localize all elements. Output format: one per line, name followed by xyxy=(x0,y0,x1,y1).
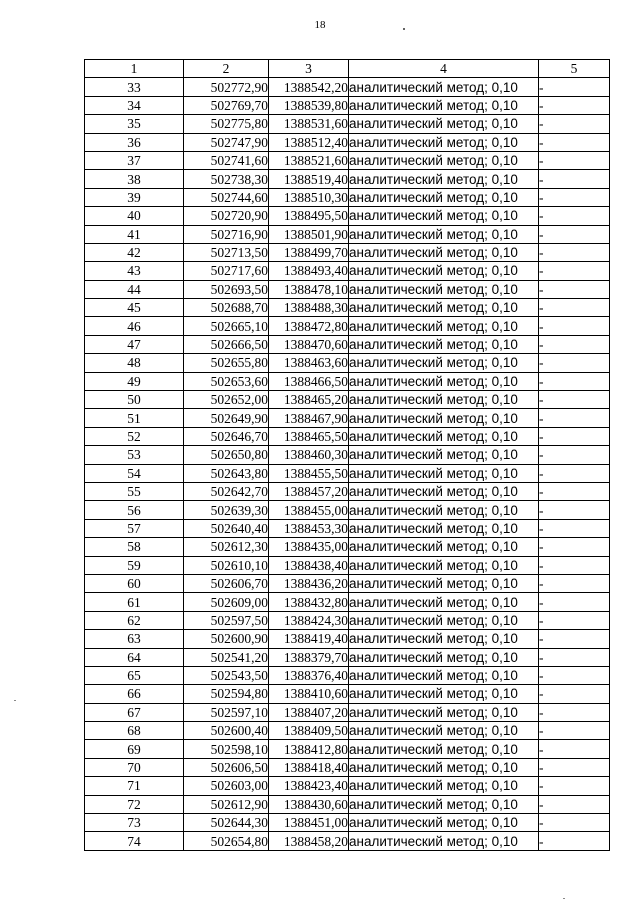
note-cell: - xyxy=(539,593,610,611)
method-accuracy-cell: аналитический метод; 0,10 xyxy=(349,593,539,611)
x-coordinate-cell: 502738,30 xyxy=(184,170,269,188)
point-number-cell: 74 xyxy=(85,832,184,850)
point-number-cell: 63 xyxy=(85,630,184,648)
method-accuracy-cell: аналитический метод; 0,10 xyxy=(349,188,539,206)
point-number-cell: 43 xyxy=(85,262,184,280)
x-coordinate-cell: 502598,10 xyxy=(184,740,269,758)
point-number-cell: 65 xyxy=(85,666,184,684)
point-number-cell: 73 xyxy=(85,814,184,832)
y-coordinate-cell: 1388519,40 xyxy=(269,170,349,188)
y-coordinate-cell: 1388412,80 xyxy=(269,740,349,758)
method-accuracy-cell: аналитический метод; 0,10 xyxy=(349,464,539,482)
x-coordinate-cell: 502655,80 xyxy=(184,354,269,372)
y-coordinate-cell: 1388436,20 xyxy=(269,574,349,592)
note-cell: - xyxy=(539,703,610,721)
x-coordinate-cell: 502606,70 xyxy=(184,574,269,592)
y-coordinate-cell: 1388455,00 xyxy=(269,501,349,519)
x-coordinate-cell: 502612,30 xyxy=(184,538,269,556)
method-accuracy-cell: аналитический метод; 0,10 xyxy=(349,78,539,96)
method-accuracy-cell: аналитический метод; 0,10 xyxy=(349,630,539,648)
method-accuracy-cell: аналитический метод; 0,10 xyxy=(349,795,539,813)
y-coordinate-cell: 1388512,40 xyxy=(269,133,349,151)
table-row xyxy=(85,574,610,592)
x-coordinate-cell: 502642,70 xyxy=(184,482,269,500)
y-coordinate-cell: 1388451,00 xyxy=(269,814,349,832)
y-coordinate-cell: 1388501,90 xyxy=(269,225,349,243)
method-accuracy-cell: аналитический метод; 0,10 xyxy=(349,501,539,519)
note-cell: - xyxy=(539,482,610,500)
point-number-cell: 67 xyxy=(85,703,184,721)
x-coordinate-cell: 502600,90 xyxy=(184,630,269,648)
table-row xyxy=(85,685,610,703)
y-coordinate-cell: 1388466,50 xyxy=(269,372,349,390)
point-number-cell: 66 xyxy=(85,685,184,703)
y-coordinate-cell: 1388435,00 xyxy=(269,538,349,556)
table-row xyxy=(85,777,610,795)
point-number-cell: 41 xyxy=(85,225,184,243)
note-cell: - xyxy=(539,299,610,317)
table-row xyxy=(85,409,610,427)
header-cell: 2 xyxy=(184,60,269,78)
point-number-cell: 64 xyxy=(85,648,184,666)
method-accuracy-cell: аналитический метод; 0,10 xyxy=(349,280,539,298)
note-cell: - xyxy=(539,556,610,574)
method-accuracy-cell: аналитический метод; 0,10 xyxy=(349,538,539,556)
coordinates-table xyxy=(84,59,610,851)
method-accuracy-cell: аналитический метод; 0,10 xyxy=(349,685,539,703)
method-accuracy-cell: аналитический метод; 0,10 xyxy=(349,556,539,574)
note-cell: - xyxy=(539,391,610,409)
table-row xyxy=(85,317,610,335)
table-row xyxy=(85,538,610,556)
x-coordinate-cell: 502769,70 xyxy=(184,96,269,114)
y-coordinate-cell: 1388510,30 xyxy=(269,188,349,206)
table-row xyxy=(85,299,610,317)
note-cell: - xyxy=(539,611,610,629)
method-accuracy-cell: аналитический метод; 0,10 xyxy=(349,519,539,537)
point-number-cell: 35 xyxy=(85,115,184,133)
note-cell: - xyxy=(539,740,610,758)
table-row xyxy=(85,464,610,482)
x-coordinate-cell: 502744,60 xyxy=(184,188,269,206)
table-row xyxy=(85,740,610,758)
y-coordinate-cell: 1388539,80 xyxy=(269,96,349,114)
table-row xyxy=(85,482,610,500)
header-cell: 5 xyxy=(539,60,610,78)
note-cell: - xyxy=(539,574,610,592)
y-coordinate-cell: 1388438,40 xyxy=(269,556,349,574)
point-number-cell: 51 xyxy=(85,409,184,427)
method-accuracy-cell: аналитический метод; 0,10 xyxy=(349,574,539,592)
point-number-cell: 48 xyxy=(85,354,184,372)
y-coordinate-cell: 1388453,30 xyxy=(269,519,349,537)
note-cell: - xyxy=(539,446,610,464)
table-row xyxy=(85,151,610,169)
point-number-cell: 72 xyxy=(85,795,184,813)
table-row xyxy=(85,78,610,96)
note-cell: - xyxy=(539,519,610,537)
note-cell: - xyxy=(539,207,610,225)
y-coordinate-cell: 1388418,40 xyxy=(269,758,349,776)
note-cell: - xyxy=(539,96,610,114)
table-row xyxy=(85,96,610,114)
x-coordinate-cell: 502594,80 xyxy=(184,685,269,703)
point-number-cell: 55 xyxy=(85,482,184,500)
x-coordinate-cell: 502609,00 xyxy=(184,593,269,611)
method-accuracy-cell: аналитический метод; 0,10 xyxy=(349,703,539,721)
point-number-cell: 70 xyxy=(85,758,184,776)
method-accuracy-cell: аналитический метод; 0,10 xyxy=(349,262,539,280)
method-accuracy-cell: аналитический метод; 0,10 xyxy=(349,427,539,445)
point-number-cell: 50 xyxy=(85,391,184,409)
x-coordinate-cell: 502716,90 xyxy=(184,225,269,243)
note-cell: - xyxy=(539,170,610,188)
table-row xyxy=(85,556,610,574)
method-accuracy-cell: аналитический метод; 0,10 xyxy=(349,446,539,464)
method-accuracy-cell: аналитический метод; 0,10 xyxy=(349,225,539,243)
x-coordinate-cell: 502650,80 xyxy=(184,446,269,464)
table-row xyxy=(85,427,610,445)
x-coordinate-cell: 502741,60 xyxy=(184,151,269,169)
point-number-cell: 71 xyxy=(85,777,184,795)
table-row xyxy=(85,207,610,225)
point-number-cell: 52 xyxy=(85,427,184,445)
y-coordinate-cell: 1388495,50 xyxy=(269,207,349,225)
x-coordinate-cell: 502688,70 xyxy=(184,299,269,317)
point-number-cell: 44 xyxy=(85,280,184,298)
method-accuracy-cell: аналитический метод; 0,10 xyxy=(349,372,539,390)
y-coordinate-cell: 1388457,20 xyxy=(269,482,349,500)
y-coordinate-cell: 1388478,10 xyxy=(269,280,349,298)
note-cell: - xyxy=(539,814,610,832)
method-accuracy-cell: аналитический метод; 0,10 xyxy=(349,482,539,500)
table-row xyxy=(85,519,610,537)
table-row xyxy=(85,758,610,776)
y-coordinate-cell: 1388419,40 xyxy=(269,630,349,648)
y-coordinate-cell: 1388463,60 xyxy=(269,354,349,372)
method-accuracy-cell: аналитический метод; 0,10 xyxy=(349,758,539,776)
scan-speck xyxy=(563,898,565,899)
x-coordinate-cell: 502541,20 xyxy=(184,648,269,666)
note-cell: - xyxy=(539,78,610,96)
point-number-cell: 39 xyxy=(85,188,184,206)
note-cell: - xyxy=(539,648,610,666)
table-row xyxy=(85,832,610,850)
table-row xyxy=(85,354,610,372)
note-cell: - xyxy=(539,538,610,556)
point-number-cell: 56 xyxy=(85,501,184,519)
x-coordinate-cell: 502646,70 xyxy=(184,427,269,445)
y-coordinate-cell: 1388521,60 xyxy=(269,151,349,169)
header-cell: 3 xyxy=(269,60,349,78)
point-number-cell: 46 xyxy=(85,317,184,335)
point-number-cell: 57 xyxy=(85,519,184,537)
table-row xyxy=(85,648,610,666)
method-accuracy-cell: аналитический метод; 0,10 xyxy=(349,409,539,427)
note-cell: - xyxy=(539,464,610,482)
note-cell: - xyxy=(539,722,610,740)
point-number-cell: 37 xyxy=(85,151,184,169)
note-cell: - xyxy=(539,832,610,850)
x-coordinate-cell: 502665,10 xyxy=(184,317,269,335)
method-accuracy-cell: аналитический метод; 0,10 xyxy=(349,814,539,832)
note-cell: - xyxy=(539,243,610,261)
method-accuracy-cell: аналитический метод; 0,10 xyxy=(349,243,539,261)
x-coordinate-cell: 502603,00 xyxy=(184,777,269,795)
point-number-cell: 40 xyxy=(85,207,184,225)
table-row xyxy=(85,372,610,390)
method-accuracy-cell: аналитический метод; 0,10 xyxy=(349,740,539,758)
note-cell: - xyxy=(539,372,610,390)
table-row xyxy=(85,593,610,611)
y-coordinate-cell: 1388407,20 xyxy=(269,703,349,721)
x-coordinate-cell: 502649,90 xyxy=(184,409,269,427)
method-accuracy-cell: аналитический метод; 0,10 xyxy=(349,354,539,372)
note-cell: - xyxy=(539,427,610,445)
table-row xyxy=(85,630,610,648)
y-coordinate-cell: 1388499,70 xyxy=(269,243,349,261)
note-cell: - xyxy=(539,188,610,206)
x-coordinate-cell: 502775,80 xyxy=(184,115,269,133)
note-cell: - xyxy=(539,354,610,372)
x-coordinate-cell: 502717,60 xyxy=(184,262,269,280)
note-cell: - xyxy=(539,666,610,684)
table-body xyxy=(85,78,610,850)
y-coordinate-cell: 1388542,20 xyxy=(269,78,349,96)
point-number-cell: 34 xyxy=(85,96,184,114)
table-row xyxy=(85,280,610,298)
point-number-cell: 49 xyxy=(85,372,184,390)
point-number-cell: 58 xyxy=(85,538,184,556)
y-coordinate-cell: 1388376,40 xyxy=(269,666,349,684)
x-coordinate-cell: 502606,50 xyxy=(184,758,269,776)
y-coordinate-cell: 1388458,20 xyxy=(269,832,349,850)
note-cell: - xyxy=(539,262,610,280)
point-number-cell: 61 xyxy=(85,593,184,611)
note-cell: - xyxy=(539,777,610,795)
table-row xyxy=(85,795,610,813)
x-coordinate-cell: 502600,40 xyxy=(184,722,269,740)
point-number-cell: 54 xyxy=(85,464,184,482)
method-accuracy-cell: аналитический метод; 0,10 xyxy=(349,207,539,225)
x-coordinate-cell: 502747,90 xyxy=(184,133,269,151)
note-cell: - xyxy=(539,151,610,169)
method-accuracy-cell: аналитический метод; 0,10 xyxy=(349,115,539,133)
method-accuracy-cell: аналитический метод; 0,10 xyxy=(349,96,539,114)
header-row xyxy=(85,60,610,78)
table-row xyxy=(85,391,610,409)
table-row xyxy=(85,666,610,684)
method-accuracy-cell: аналитический метод; 0,10 xyxy=(349,611,539,629)
point-number-cell: 68 xyxy=(85,722,184,740)
y-coordinate-cell: 1388465,50 xyxy=(269,427,349,445)
x-coordinate-cell: 502640,40 xyxy=(184,519,269,537)
note-cell: - xyxy=(539,225,610,243)
y-coordinate-cell: 1388424,30 xyxy=(269,611,349,629)
method-accuracy-cell: аналитический метод; 0,10 xyxy=(349,170,539,188)
y-coordinate-cell: 1388409,50 xyxy=(269,722,349,740)
note-cell: - xyxy=(539,409,610,427)
point-number-cell: 60 xyxy=(85,574,184,592)
x-coordinate-cell: 502693,50 xyxy=(184,280,269,298)
method-accuracy-cell: аналитический метод; 0,10 xyxy=(349,722,539,740)
point-number-cell: 53 xyxy=(85,446,184,464)
y-coordinate-cell: 1388467,90 xyxy=(269,409,349,427)
x-coordinate-cell: 502610,10 xyxy=(184,556,269,574)
y-coordinate-cell: 1388465,20 xyxy=(269,391,349,409)
page-number: 18 xyxy=(314,19,326,31)
note-cell: - xyxy=(539,335,610,353)
method-accuracy-cell: аналитический метод; 0,10 xyxy=(349,832,539,850)
note-cell: - xyxy=(539,280,610,298)
note-cell: - xyxy=(539,795,610,813)
note-cell: - xyxy=(539,317,610,335)
note-cell: - xyxy=(539,630,610,648)
table-row xyxy=(85,446,610,464)
x-coordinate-cell: 502713,50 xyxy=(184,243,269,261)
header-cell: 1 xyxy=(85,60,184,78)
table-row xyxy=(85,814,610,832)
table-row xyxy=(85,188,610,206)
x-coordinate-cell: 502612,90 xyxy=(184,795,269,813)
x-coordinate-cell: 502772,90 xyxy=(184,78,269,96)
x-coordinate-cell: 502597,50 xyxy=(184,611,269,629)
table-row xyxy=(85,170,610,188)
method-accuracy-cell: аналитический метод; 0,10 xyxy=(349,317,539,335)
y-coordinate-cell: 1388472,80 xyxy=(269,317,349,335)
table-row xyxy=(85,703,610,721)
y-coordinate-cell: 1388410,60 xyxy=(269,685,349,703)
y-coordinate-cell: 1388470,60 xyxy=(269,335,349,353)
table-row xyxy=(85,262,610,280)
x-coordinate-cell: 502666,50 xyxy=(184,335,269,353)
y-coordinate-cell: 1388455,50 xyxy=(269,464,349,482)
point-number-cell: 33 xyxy=(85,78,184,96)
x-coordinate-cell: 502644,30 xyxy=(184,814,269,832)
method-accuracy-cell: аналитический метод; 0,10 xyxy=(349,648,539,666)
scan-speck xyxy=(403,28,405,30)
point-number-cell: 36 xyxy=(85,133,184,151)
scan-speck xyxy=(14,700,16,701)
method-accuracy-cell: аналитический метод; 0,10 xyxy=(349,391,539,409)
note-cell: - xyxy=(539,133,610,151)
point-number-cell: 45 xyxy=(85,299,184,317)
point-number-cell: 69 xyxy=(85,740,184,758)
point-number-cell: 62 xyxy=(85,611,184,629)
method-accuracy-cell: аналитический метод; 0,10 xyxy=(349,335,539,353)
table-row xyxy=(85,225,610,243)
table-row xyxy=(85,335,610,353)
point-number-cell: 59 xyxy=(85,556,184,574)
table-row xyxy=(85,501,610,519)
y-coordinate-cell: 1388493,40 xyxy=(269,262,349,280)
note-cell: - xyxy=(539,758,610,776)
x-coordinate-cell: 502653,60 xyxy=(184,372,269,390)
x-coordinate-cell: 502643,80 xyxy=(184,464,269,482)
x-coordinate-cell: 502654,80 xyxy=(184,832,269,850)
y-coordinate-cell: 1388430,60 xyxy=(269,795,349,813)
header-cell: 4 xyxy=(349,60,539,78)
x-coordinate-cell: 502597,10 xyxy=(184,703,269,721)
point-number-cell: 47 xyxy=(85,335,184,353)
note-cell: - xyxy=(539,115,610,133)
x-coordinate-cell: 502543,50 xyxy=(184,666,269,684)
point-number-cell: 42 xyxy=(85,243,184,261)
note-cell: - xyxy=(539,685,610,703)
point-number-cell: 38 xyxy=(85,170,184,188)
method-accuracy-cell: аналитический метод; 0,10 xyxy=(349,133,539,151)
method-accuracy-cell: аналитический метод; 0,10 xyxy=(349,666,539,684)
x-coordinate-cell: 502720,90 xyxy=(184,207,269,225)
y-coordinate-cell: 1388423,40 xyxy=(269,777,349,795)
method-accuracy-cell: аналитический метод; 0,10 xyxy=(349,151,539,169)
method-accuracy-cell: аналитический метод; 0,10 xyxy=(349,299,539,317)
y-coordinate-cell: 1388488,30 xyxy=(269,299,349,317)
x-coordinate-cell: 502652,00 xyxy=(184,391,269,409)
table-row xyxy=(85,722,610,740)
y-coordinate-cell: 1388432,80 xyxy=(269,593,349,611)
table-row xyxy=(85,115,610,133)
table-row xyxy=(85,611,610,629)
note-cell: - xyxy=(539,501,610,519)
table-row xyxy=(85,133,610,151)
y-coordinate-cell: 1388531,60 xyxy=(269,115,349,133)
method-accuracy-cell: аналитический метод; 0,10 xyxy=(349,777,539,795)
y-coordinate-cell: 1388460,30 xyxy=(269,446,349,464)
y-coordinate-cell: 1388379,70 xyxy=(269,648,349,666)
table-row xyxy=(85,243,610,261)
x-coordinate-cell: 502639,30 xyxy=(184,501,269,519)
